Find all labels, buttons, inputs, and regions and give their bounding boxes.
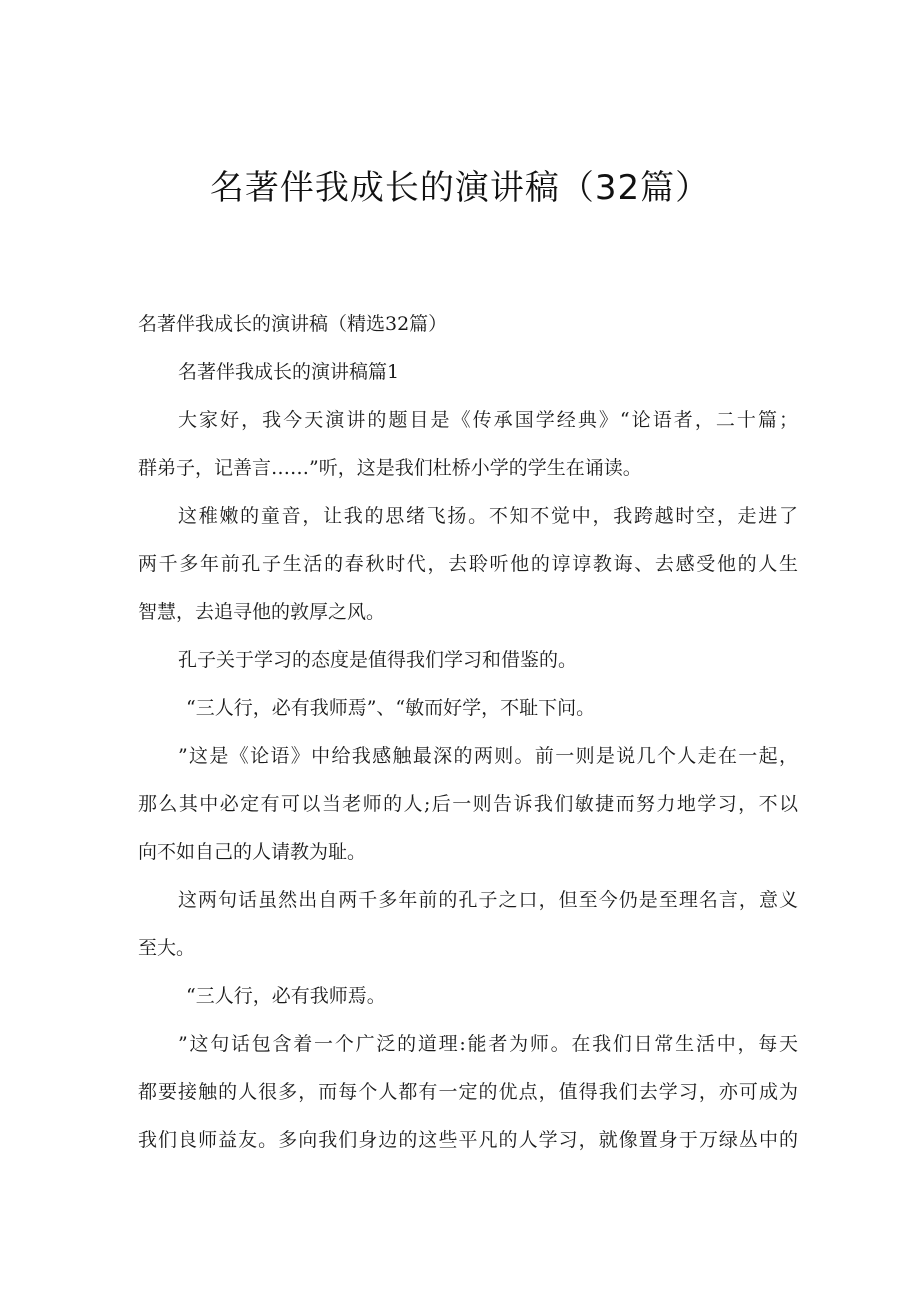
- body-line-subtitle: 名著伴我成长的演讲稿（精选32篇）: [138, 313, 448, 335]
- document-title: 名著伴我成长的演讲稿（32篇）: [209, 168, 711, 208]
- body-line: 这两句话虽然出自两千多年前的孔子之口，但至今仍是至理名言，意义: [178, 889, 798, 911]
- body-line: 都要接触的人很多，而每个人都有一定的优点，值得我们去学习，亦可成为: [138, 1081, 798, 1103]
- body-line: 大家好，我今天演讲的题目是《传承国学经典》“论语者，二十篇；: [178, 409, 798, 431]
- body-line: ”这是《论语》中给我感触最深的两则。前一则是说几个人走在一起，: [178, 745, 798, 767]
- body-line-section-heading: 名著伴我成长的演讲稿篇1: [178, 361, 400, 383]
- body-line: 孔子关于学习的态度是值得我们学习和借鉴的。: [178, 649, 578, 671]
- body-line: 那么其中必定有可以当老师的人;后一则告诉我们敏捷而努力地学习，不以: [138, 793, 798, 815]
- body-line: 向不如自己的人请教为耻。: [138, 841, 367, 863]
- body-line: ”这句话包含着一个广泛的道理:能者为师。在我们日常生活中，每天: [178, 1033, 798, 1055]
- body-line: 智慧，去追寻他的敦厚之风。: [138, 601, 386, 623]
- body-line: 这稚嫩的童音，让我的思绪飞扬。不知不觉中，我跨越时空，走进了: [178, 505, 798, 527]
- document-body: [138, 309, 798, 1173]
- body-line-quote: “三人行，必有我师焉”、“敏而好学，不耻下问。: [186, 697, 596, 719]
- body-line: 至大。: [138, 937, 196, 959]
- body-line: 两千多年前孔子生活的春秋时代，去聆听他的谆谆教诲、去感受他的人生: [138, 553, 798, 575]
- body-line-quote: “三人行，必有我师焉。: [186, 985, 386, 1007]
- body-line: 群弟子，记善言……”听，这是我们杜桥小学的学生在诵读。: [138, 457, 642, 479]
- body-line: 我们良师益友。多向我们身边的这些平凡的人学习，就像置身于万绿丛中的: [138, 1129, 798, 1151]
